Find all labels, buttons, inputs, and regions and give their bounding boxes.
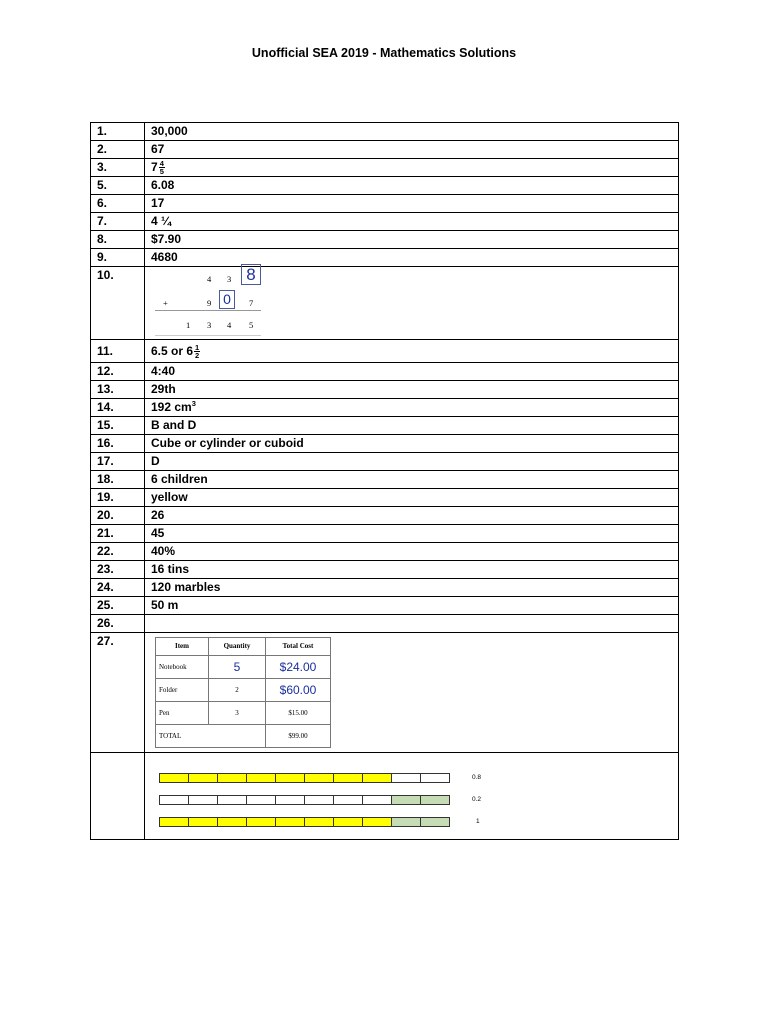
- answer: 26: [145, 507, 679, 525]
- bar-segment: [333, 817, 363, 827]
- question-number: 5.: [91, 177, 145, 195]
- question-number: 10.: [91, 267, 145, 340]
- answer: D: [145, 453, 679, 471]
- quantity-cell: 3: [209, 702, 266, 725]
- table-row: [91, 177, 679, 195]
- column-header: Total Cost: [266, 638, 331, 656]
- question-number: 9.: [91, 249, 145, 267]
- question-number: 19.: [91, 489, 145, 507]
- answer: 4:40: [145, 363, 679, 381]
- solutions-table: [90, 122, 679, 840]
- answer: 4680: [145, 249, 679, 267]
- bar-label: 0.2: [472, 796, 482, 803]
- bar-segment: [246, 817, 276, 827]
- bar-segment: [420, 817, 450, 827]
- table-row: [91, 123, 679, 141]
- digit: 4: [227, 320, 232, 330]
- answer: 40%: [145, 543, 679, 561]
- bar-segment: [275, 817, 305, 827]
- table-row: [91, 159, 679, 177]
- table-row: [91, 231, 679, 249]
- bar-segment: [217, 817, 247, 827]
- digit: 4: [207, 274, 212, 284]
- answer: 29th: [145, 381, 679, 399]
- answer: yellow: [145, 489, 679, 507]
- question-number: 25.: [91, 597, 145, 615]
- cost-cell: $60.00: [266, 679, 331, 702]
- sum-line: [155, 310, 261, 311]
- bar-segment: [217, 773, 247, 783]
- table-row: [91, 267, 679, 340]
- digit: 7: [249, 298, 254, 308]
- question-number: 1.: [91, 123, 145, 141]
- table-row: [91, 340, 679, 363]
- table-row: [91, 615, 679, 633]
- bar-segment: [246, 795, 276, 805]
- table-row: [91, 525, 679, 543]
- question-number: 23.: [91, 561, 145, 579]
- answer: 45: [145, 525, 679, 543]
- table-row: [91, 579, 679, 597]
- table-row: [91, 435, 679, 453]
- table-row: [91, 249, 679, 267]
- answer-box: 8: [241, 264, 261, 285]
- table-row: [91, 363, 679, 381]
- question-number: 7.: [91, 213, 145, 231]
- answer: [145, 399, 679, 417]
- cost-cell: $15.00: [266, 702, 331, 725]
- bar: [159, 817, 450, 827]
- table-row: [91, 399, 679, 417]
- fraction: [194, 344, 200, 359]
- cost-cell: $24.00: [266, 656, 331, 679]
- bar-segment: [304, 795, 334, 805]
- answer: B and D: [145, 417, 679, 435]
- table-row: [91, 417, 679, 435]
- bar-segment: [275, 795, 305, 805]
- table-row: [91, 597, 679, 615]
- table-row: [91, 195, 679, 213]
- table-row: [91, 213, 679, 231]
- table-row: [91, 453, 679, 471]
- answer: [145, 340, 679, 363]
- question-number: [91, 753, 145, 840]
- bar-segment: [391, 795, 421, 805]
- question-number: 11.: [91, 340, 145, 363]
- bar-row: [159, 789, 678, 811]
- bar-label: 1: [476, 818, 480, 825]
- item-cell: Notebook: [156, 656, 209, 679]
- denominator: 2: [195, 351, 200, 361]
- bar-segment: [217, 795, 247, 805]
- question-number: 18.: [91, 471, 145, 489]
- digit: 1: [186, 320, 191, 330]
- bar-segment: [159, 817, 189, 827]
- bar-row: [159, 811, 678, 833]
- answer: 120 marbles: [145, 579, 679, 597]
- question-number: 15.: [91, 417, 145, 435]
- superscript: 3: [191, 399, 196, 408]
- bar-segment: [159, 795, 189, 805]
- question-number: 2.: [91, 141, 145, 159]
- quantity-cell: 5: [209, 656, 266, 679]
- question-number: 22.: [91, 543, 145, 561]
- question-number: 12.: [91, 363, 145, 381]
- question-number: 8.: [91, 231, 145, 249]
- bar-segment: [304, 773, 334, 783]
- question-number: 24.: [91, 579, 145, 597]
- bar-segment: [420, 795, 450, 805]
- column-header: Item: [156, 638, 209, 656]
- answer: Cube or cylinder or cuboid: [145, 435, 679, 453]
- bar: [159, 795, 450, 805]
- bar-segment: [188, 773, 218, 783]
- fraction-bars: [159, 767, 678, 833]
- answer: $7.90: [145, 231, 679, 249]
- question-number: 26.: [91, 615, 145, 633]
- answer: [145, 615, 679, 633]
- answer-text: 6.5 or 6: [151, 344, 194, 358]
- cost-table: [155, 637, 331, 748]
- addition-working: [155, 267, 275, 337]
- question-number: 27.: [91, 633, 145, 753]
- table-row: [91, 471, 679, 489]
- mixed-whole: 7: [151, 160, 158, 174]
- answer: [145, 159, 679, 177]
- bar-segment: [420, 773, 450, 783]
- answer: 16 tins: [145, 561, 679, 579]
- table-row: [91, 489, 679, 507]
- question-number: 21.: [91, 525, 145, 543]
- question-number: 16.: [91, 435, 145, 453]
- bar-segment: [362, 817, 392, 827]
- question-number: 17.: [91, 453, 145, 471]
- item-cell: TOTAL: [156, 725, 266, 748]
- bar-segment: [275, 773, 305, 783]
- table-row: [91, 507, 679, 525]
- table-row: [91, 381, 679, 399]
- bar-segment: [362, 773, 392, 783]
- digit: 9: [207, 298, 212, 308]
- bar-segment: [391, 817, 421, 827]
- quantity-cell: 2: [209, 679, 266, 702]
- table-row: [91, 141, 679, 159]
- question-number: 20.: [91, 507, 145, 525]
- answer: 6 children: [145, 471, 679, 489]
- answer: 67: [145, 141, 679, 159]
- item-cell: Pen: [156, 702, 209, 725]
- answer: 4 ¼: [145, 213, 679, 231]
- answer: 30,000: [145, 123, 679, 141]
- bar-segment: [391, 773, 421, 783]
- fraction: [159, 160, 165, 175]
- question-number: 6.: [91, 195, 145, 213]
- answer: 17: [145, 195, 679, 213]
- sum-line: [155, 335, 261, 336]
- table-row: [91, 753, 679, 840]
- cost-cell: $99.00: [266, 725, 331, 748]
- answer-explanation: [145, 753, 679, 840]
- plus-sign: +: [163, 298, 168, 308]
- digit: 3: [207, 320, 212, 330]
- bar-segment: [188, 795, 218, 805]
- answer: 6.08: [145, 177, 679, 195]
- bar-segment: [246, 773, 276, 783]
- answer-text: 192 cm: [151, 400, 192, 414]
- bar-segment: [333, 795, 363, 805]
- bar: [159, 773, 450, 783]
- numerator: 1: [195, 343, 200, 353]
- bar-row: [159, 767, 678, 789]
- page-title: Unofficial SEA 2019 - Mathematics Solutions: [251, 46, 517, 60]
- bar-segment: [188, 817, 218, 827]
- answer-cost-table: [145, 633, 679, 753]
- answer-addition: [145, 267, 679, 340]
- question-number: 14.: [91, 399, 145, 417]
- bar-segment: [362, 795, 392, 805]
- table-row: [91, 561, 679, 579]
- table-row: [91, 543, 679, 561]
- table-row: [91, 633, 679, 753]
- answer-box: 0: [219, 290, 235, 309]
- denominator: 5: [159, 167, 164, 177]
- question-number: 3.: [91, 159, 145, 177]
- digit: 5: [249, 320, 254, 330]
- bar-segment: [304, 817, 334, 827]
- digit: 3: [227, 274, 232, 284]
- bar-segment: [159, 773, 189, 783]
- bar-segment: [333, 773, 363, 783]
- item-cell: Folder: [156, 679, 209, 702]
- question-number: 13.: [91, 381, 145, 399]
- bar-label: 0.8: [472, 774, 482, 781]
- column-header: Quantity: [209, 638, 266, 656]
- numerator: 4: [159, 159, 164, 169]
- answer: 50 m: [145, 597, 679, 615]
